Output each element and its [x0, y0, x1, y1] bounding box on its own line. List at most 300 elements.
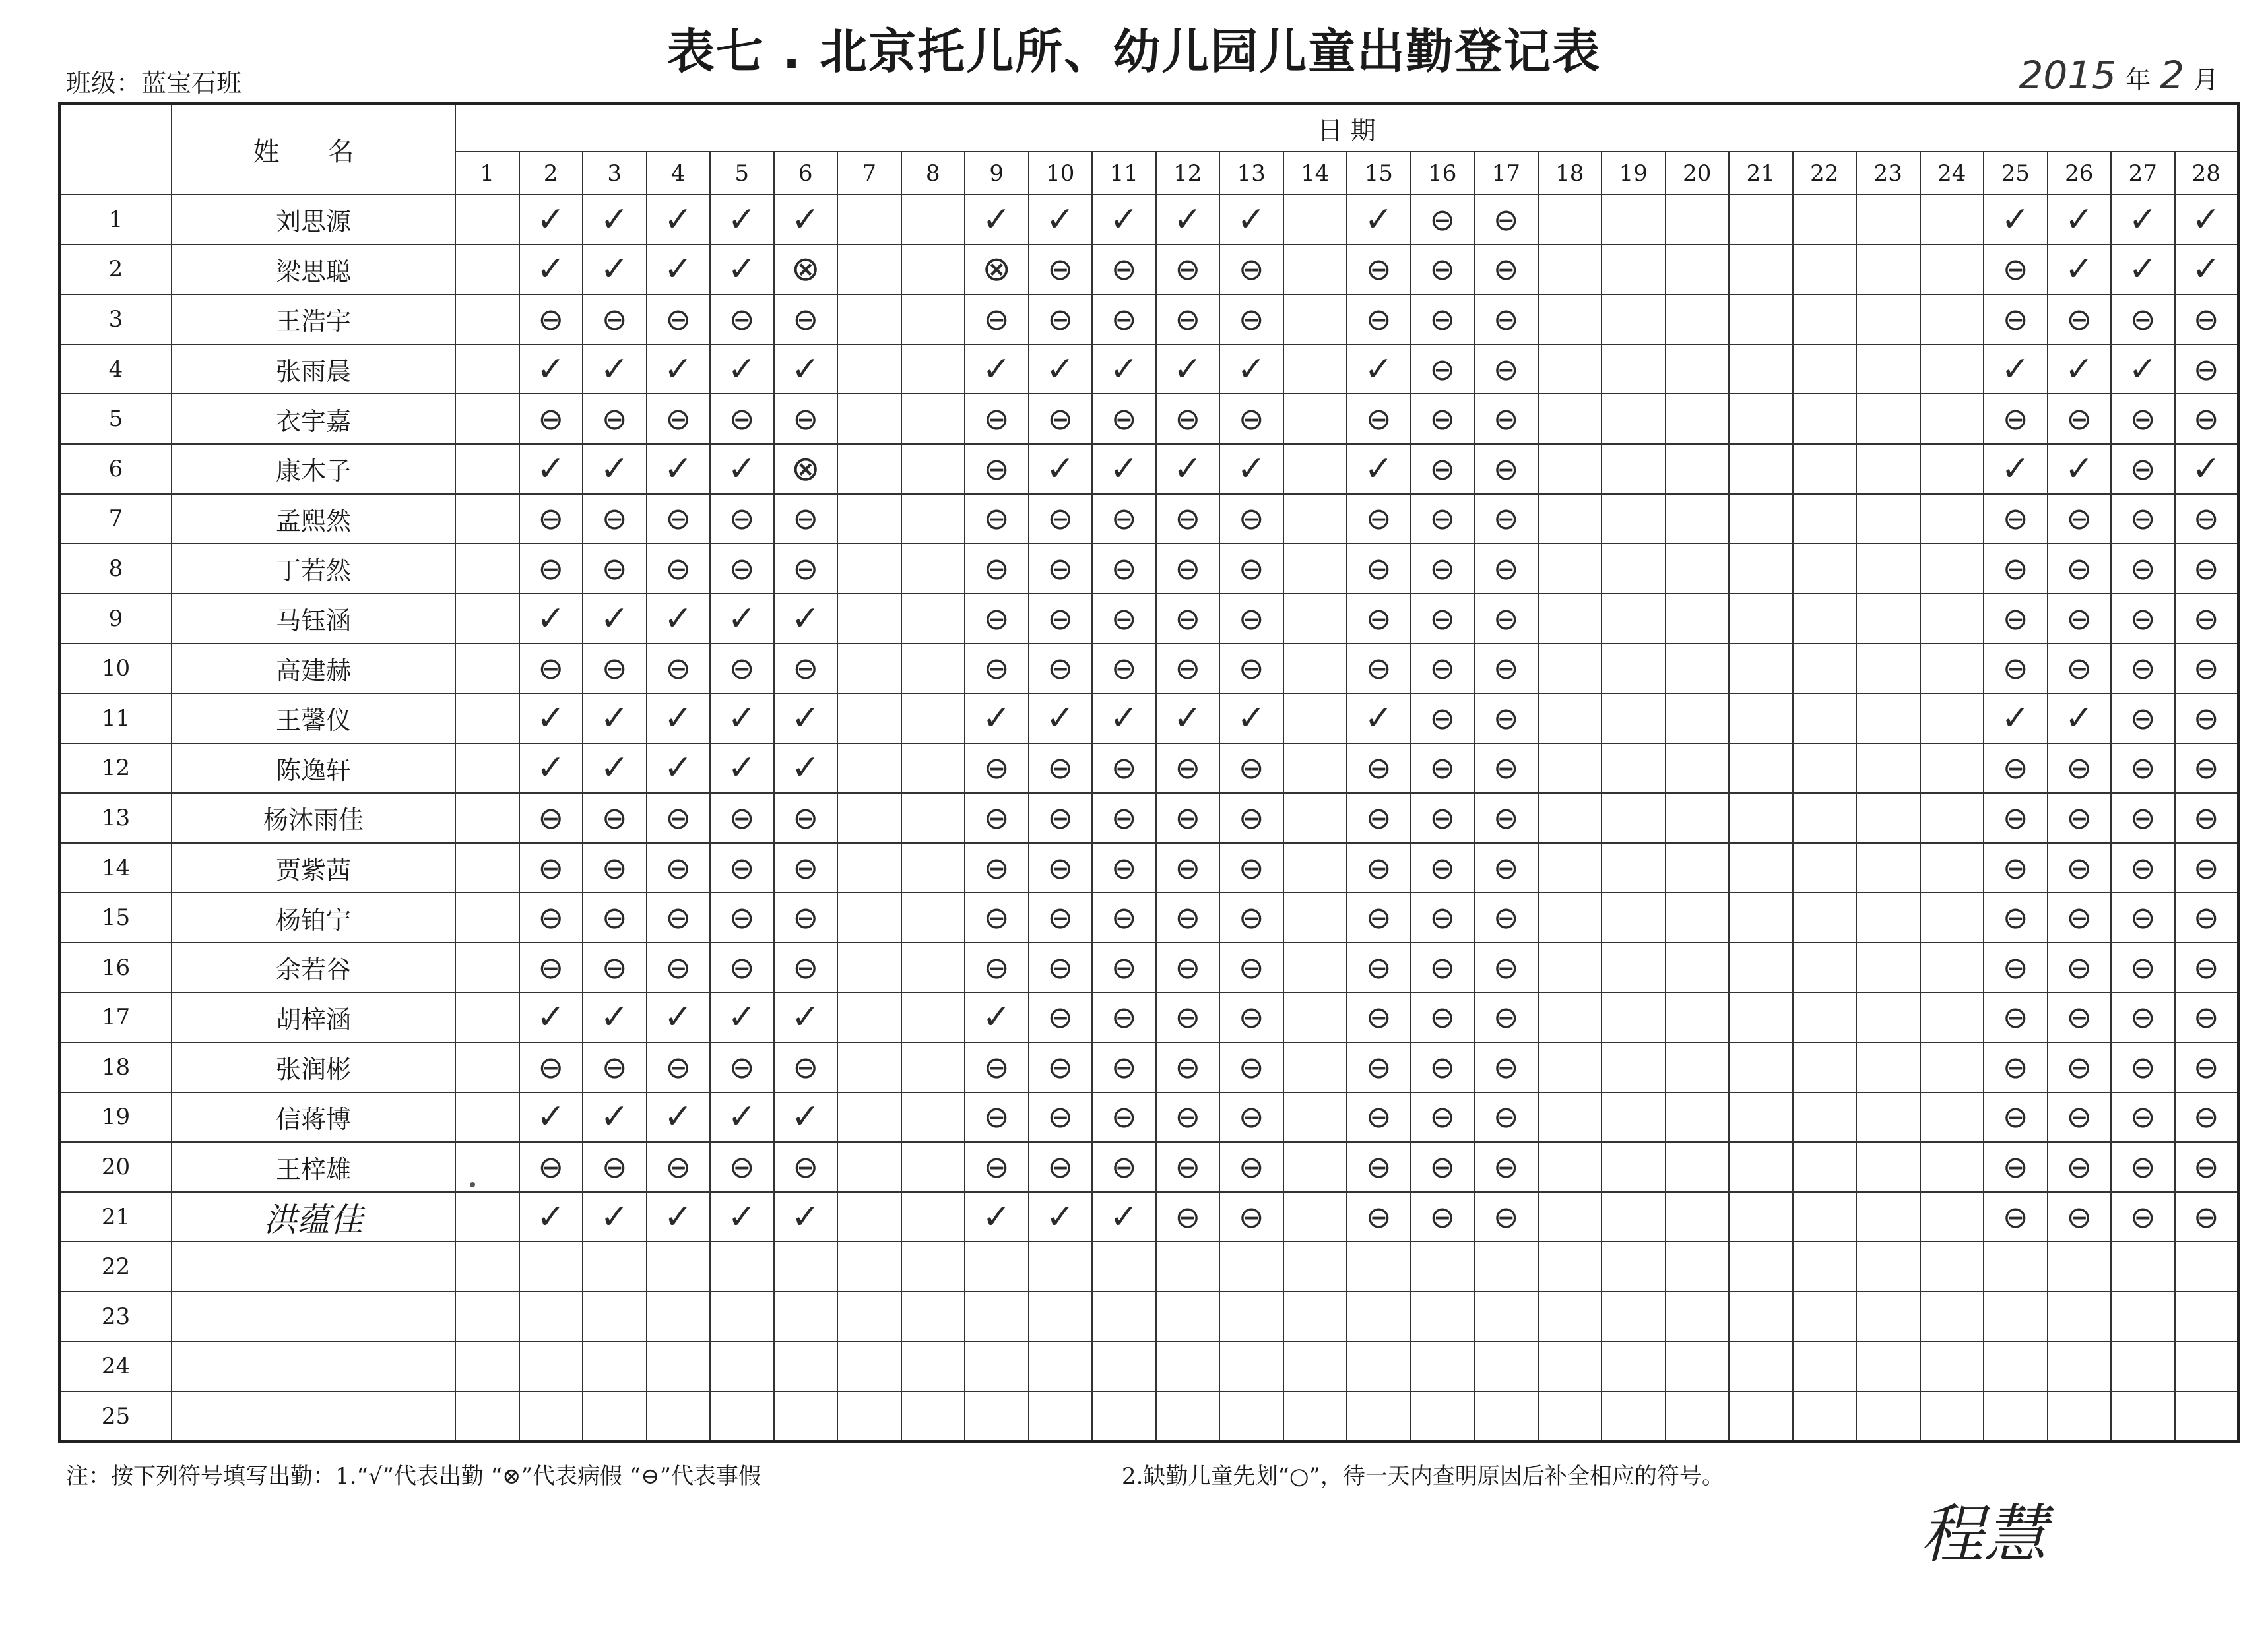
attendance-cell — [1347, 1192, 1411, 1242]
attendance-cell — [583, 1292, 647, 1342]
attendance-cell — [1219, 1342, 1283, 1392]
attendance-cell — [583, 1391, 647, 1441]
attendance-cell — [710, 993, 774, 1043]
attendance-cell — [647, 943, 711, 993]
attendance-cell — [1347, 643, 1411, 693]
attendance-cell — [519, 444, 583, 494]
attendance-cell — [2111, 843, 2175, 893]
present-mark: ✓ — [727, 598, 757, 639]
attendance-cell — [901, 1391, 965, 1441]
attendance-cell — [1156, 843, 1220, 893]
attendance-cell — [1474, 1192, 1538, 1242]
student-name: 刘思源 — [172, 195, 455, 245]
personal-mark: ⊖ — [2129, 301, 2156, 337]
student-name: 高建赫 — [172, 643, 455, 693]
attendance-cell — [2048, 1192, 2112, 1242]
attendance-cell — [774, 394, 838, 444]
student-name — [172, 1242, 455, 1292]
present-mark: ✓ — [2191, 199, 2221, 239]
attendance-cell — [2175, 344, 2239, 394]
attendance-cell — [2048, 344, 2112, 394]
attendance-cell — [901, 993, 965, 1043]
present-mark: ✓ — [1109, 449, 1139, 489]
attendance-cell — [1156, 394, 1220, 444]
personal-mark: ⊖ — [793, 949, 819, 986]
attendance-cell — [2175, 1391, 2239, 1441]
attendance-cell — [1538, 1192, 1602, 1242]
attendance-cell — [1538, 843, 1602, 893]
attendance-cell — [519, 743, 583, 794]
attendance-cell — [2175, 1292, 2239, 1342]
personal-mark: ⊖ — [665, 900, 692, 936]
attendance-cell — [837, 893, 901, 943]
student-row — [59, 594, 2238, 644]
attendance-cell — [1283, 245, 1347, 295]
present-mark: ✓ — [2001, 698, 2030, 738]
attendance-cell — [1729, 993, 1793, 1043]
attendance-cell — [455, 1092, 519, 1143]
attendance-cell — [1156, 1042, 1220, 1092]
attendance-cell — [2111, 1092, 2175, 1143]
attendance-cell — [1411, 793, 1475, 843]
personal-mark: ⊖ — [538, 900, 564, 936]
personal-mark: ⊖ — [983, 949, 1010, 986]
attendance-cell — [1920, 344, 1984, 394]
personal-mark: ⊖ — [2129, 949, 2156, 986]
attendance-cell — [1602, 1042, 1666, 1092]
attendance-cell — [2048, 195, 2112, 245]
personal-mark: ⊖ — [1493, 999, 1519, 1036]
personal-mark: ⊖ — [2002, 401, 2028, 437]
attendance-cell — [837, 1092, 901, 1143]
attendance-cell — [647, 743, 711, 794]
attendance-cell — [1474, 993, 1538, 1043]
personal-mark: ⊖ — [2129, 850, 2156, 886]
attendance-cell — [1156, 693, 1220, 743]
personal-mark: ⊖ — [1238, 1099, 1264, 1135]
present-mark: ✓ — [791, 349, 820, 389]
attendance-cell — [1474, 693, 1538, 743]
personal-mark: ⊖ — [983, 900, 1010, 936]
student-row — [59, 943, 2238, 993]
attendance-cell — [1029, 793, 1093, 843]
attendance-cell — [710, 693, 774, 743]
personal-mark: ⊖ — [1047, 650, 1074, 687]
attendance-cell — [1920, 893, 1984, 943]
attendance-cell — [1666, 743, 1730, 794]
attendance-cell — [1092, 643, 1156, 693]
attendance-cell — [583, 1192, 647, 1242]
attendance-cell — [1602, 344, 1666, 394]
personal-mark: ⊖ — [1175, 999, 1201, 1036]
attendance-cell — [2048, 1292, 2112, 1342]
attendance-cell — [1474, 344, 1538, 394]
attendance-cell — [1984, 245, 2048, 295]
attendance-cell — [2048, 1042, 2112, 1092]
personal-mark: ⊖ — [1111, 1099, 1137, 1135]
personal-mark: ⊖ — [2002, 501, 2028, 537]
attendance-cell — [1793, 1342, 1857, 1392]
personal-mark: ⊖ — [793, 900, 819, 936]
attendance-cell — [1602, 394, 1666, 444]
attendance-cell — [2111, 893, 2175, 943]
personal-mark: ⊖ — [1047, 401, 1074, 437]
attendance-cell — [455, 294, 519, 344]
attendance-cell — [1666, 643, 1730, 693]
student-row — [59, 394, 2238, 444]
present-mark: ✓ — [727, 748, 757, 788]
personal-mark: ⊖ — [538, 401, 564, 437]
day-number: 9 — [965, 152, 1029, 195]
year-value: 2015 — [2019, 53, 2117, 98]
attendance-cell — [1666, 1342, 1730, 1392]
personal-mark: ⊖ — [1429, 600, 1456, 637]
personal-mark: ⊖ — [1365, 251, 1392, 288]
attendance-cell — [1156, 494, 1220, 544]
attendance-cell — [583, 793, 647, 843]
attendance-cell — [1602, 195, 1666, 245]
attendance-cell — [837, 294, 901, 344]
attendance-cell — [1347, 1391, 1411, 1441]
attendance-cell — [1729, 1391, 1793, 1441]
attendance-cell — [901, 843, 965, 893]
personal-mark: ⊖ — [729, 401, 755, 437]
attendance-cell — [455, 245, 519, 295]
present-mark: ✓ — [1364, 698, 1394, 738]
present-mark: ✓ — [663, 748, 693, 788]
personal-mark: ⊖ — [2002, 1149, 2028, 1185]
attendance-cell — [2048, 693, 2112, 743]
attendance-cell — [2111, 743, 2175, 794]
attendance-cell — [774, 1242, 838, 1292]
attendance-cell — [1793, 195, 1857, 245]
attendance-cell — [455, 643, 519, 693]
attendance-cell — [1283, 843, 1347, 893]
attendance-cell — [1920, 1092, 1984, 1143]
attendance-cell — [1729, 494, 1793, 544]
attendance-cell — [2048, 444, 2112, 494]
attendance-cell — [1219, 294, 1283, 344]
attendance-cell — [1666, 245, 1730, 295]
attendance-cell — [1156, 793, 1220, 843]
legend-symbols: 注：按下列符号填写出勤：1.“√”代表出勤 “⊗”代表病假 “⊖”代表事假 — [66, 1463, 761, 1490]
attendance-cell — [710, 943, 774, 993]
attendance-cell — [1029, 993, 1093, 1043]
attendance-cell — [901, 643, 965, 693]
attendance-cell — [1729, 943, 1793, 993]
attendance-cell — [837, 195, 901, 245]
attendance-cell — [837, 1391, 901, 1441]
present-mark: ✓ — [2001, 349, 2030, 389]
personal-mark: ⊖ — [1429, 251, 1456, 288]
attendance-cell — [837, 743, 901, 794]
attendance-cell — [774, 743, 838, 794]
personal-mark: ⊖ — [1111, 750, 1137, 786]
attendance-cell — [647, 1292, 711, 1342]
attendance-cell — [1920, 444, 1984, 494]
present-mark: ✓ — [791, 997, 820, 1038]
attendance-cell — [837, 394, 901, 444]
attendance-cell — [1411, 344, 1475, 394]
attendance-cell — [774, 494, 838, 544]
day-number: 11 — [1092, 152, 1156, 195]
attendance-cell — [1411, 643, 1475, 693]
attendance-cell — [1283, 344, 1347, 394]
personal-mark: ⊖ — [2129, 700, 2156, 736]
attendance-cell — [1474, 294, 1538, 344]
attendance-cell — [1538, 1042, 1602, 1092]
attendance-cell — [774, 893, 838, 943]
present-mark: ✓ — [663, 449, 693, 489]
row-number: 19 — [59, 1092, 172, 1143]
attendance-cell — [519, 245, 583, 295]
attendance-cell — [1411, 993, 1475, 1043]
attendance-cell — [774, 444, 838, 494]
attendance-cell — [1729, 1342, 1793, 1392]
personal-mark: ⊖ — [601, 800, 628, 836]
attendance-cell — [1029, 1242, 1093, 1292]
attendance-cell — [1029, 1142, 1093, 1192]
attendance-cell — [774, 344, 838, 394]
attendance-cell — [1729, 1292, 1793, 1342]
row-number: 25 — [59, 1391, 172, 1441]
attendance-cell — [1602, 743, 1666, 794]
personal-mark: ⊖ — [2002, 900, 2028, 936]
attendance-cell — [1219, 1142, 1283, 1192]
personal-mark: ⊖ — [2193, 1149, 2219, 1185]
student-row — [59, 743, 2238, 794]
attendance-cell — [1538, 793, 1602, 843]
attendance-cell — [710, 195, 774, 245]
personal-mark: ⊖ — [601, 900, 628, 936]
personal-mark: ⊖ — [1175, 800, 1201, 836]
attendance-cell — [647, 1342, 711, 1392]
attendance-cell — [710, 544, 774, 594]
attendance-cell — [1219, 943, 1283, 993]
attendance-cell — [710, 1391, 774, 1441]
attendance-cell — [2175, 394, 2239, 444]
attendance-cell — [710, 344, 774, 394]
present-mark: ✓ — [536, 249, 566, 290]
personal-mark: ⊖ — [793, 501, 819, 537]
attendance-cell — [1219, 594, 1283, 644]
attendance-cell — [837, 993, 901, 1043]
attendance-cell — [901, 1292, 965, 1342]
day-number: 27 — [2111, 152, 2175, 195]
attendance-cell — [1793, 743, 1857, 794]
attendance-cell — [837, 843, 901, 893]
present-mark: ✓ — [600, 748, 630, 788]
attendance-cell — [901, 245, 965, 295]
attendance-cell — [1029, 893, 1093, 943]
row-number: 8 — [59, 544, 172, 594]
attendance-cell — [1092, 843, 1156, 893]
attendance-cell — [1920, 1192, 1984, 1242]
day-number: 22 — [1793, 152, 1857, 195]
attendance-cell — [901, 743, 965, 794]
attendance-cell — [1920, 1142, 1984, 1192]
student-row — [59, 494, 2238, 544]
personal-mark: ⊖ — [1111, 251, 1137, 288]
personal-mark: ⊖ — [1365, 850, 1392, 886]
attendance-cell — [1538, 1242, 1602, 1292]
attendance-cell — [2111, 394, 2175, 444]
personal-mark: ⊖ — [793, 550, 819, 586]
present-mark: ✓ — [2128, 199, 2158, 239]
present-mark: ✓ — [982, 199, 1012, 239]
personal-mark: ⊖ — [2002, 550, 2028, 586]
attendance-cell — [1793, 1292, 1857, 1342]
attendance-cell — [583, 494, 647, 544]
attendance-cell — [1666, 793, 1730, 843]
personal-mark: ⊖ — [1365, 1199, 1392, 1235]
attendance-cell — [1283, 1242, 1347, 1292]
attendance-cell — [2111, 1292, 2175, 1342]
day-number: 14 — [1283, 152, 1347, 195]
day-number: 23 — [1856, 152, 1920, 195]
attendance-cell — [1666, 294, 1730, 344]
present-mark: ✓ — [791, 1197, 820, 1237]
personal-mark: ⊖ — [1047, 750, 1074, 786]
attendance-cell — [901, 1142, 965, 1192]
attendance-cell — [1729, 893, 1793, 943]
year-month — [2019, 53, 2219, 98]
attendance-cell — [1793, 1192, 1857, 1242]
personal-mark: ⊖ — [1365, 550, 1392, 586]
attendance-cell — [455, 444, 519, 494]
row-number: 5 — [59, 394, 172, 444]
attendance-cell — [965, 743, 1029, 794]
personal-mark: ⊖ — [1429, 949, 1456, 986]
present-mark: ✓ — [536, 1097, 566, 1137]
student-name: 孟熙然 — [172, 494, 455, 544]
attendance-cell — [901, 344, 965, 394]
day-number: 25 — [1984, 152, 2048, 195]
attendance-cell — [1538, 494, 1602, 544]
personal-mark: ⊖ — [1493, 600, 1519, 637]
attendance-cell — [647, 294, 711, 344]
present-mark: ✓ — [1173, 199, 1202, 239]
student-row — [59, 1242, 2238, 1292]
attendance-cell — [1029, 843, 1093, 893]
row-number: 12 — [59, 743, 172, 794]
personal-mark: ⊖ — [2193, 650, 2219, 687]
attendance-cell — [583, 743, 647, 794]
attendance-cell — [1474, 1342, 1538, 1392]
row-number: 15 — [59, 893, 172, 943]
personal-mark: ⊖ — [538, 1149, 564, 1185]
attendance-cell — [583, 394, 647, 444]
attendance-cell — [1666, 494, 1730, 544]
attendance-cell — [1602, 1092, 1666, 1143]
attendance-cell — [965, 494, 1029, 544]
attendance-cell — [2111, 1142, 2175, 1192]
personal-mark: ⊖ — [2129, 1049, 2156, 1085]
student-name — [172, 1292, 455, 1342]
attendance-cell — [1920, 693, 1984, 743]
attendance-cell — [519, 544, 583, 594]
attendance-cell — [774, 1042, 838, 1092]
sick-mark: ⊗ — [982, 249, 1012, 290]
personal-mark: ⊖ — [729, 800, 755, 836]
attendance-cell — [647, 494, 711, 544]
present-mark: ✓ — [600, 1197, 630, 1237]
personal-mark: ⊖ — [1429, 750, 1456, 786]
row-number: 24 — [59, 1342, 172, 1392]
attendance-cell — [2048, 394, 2112, 444]
attendance-cell — [965, 344, 1029, 394]
attendance-cell — [1920, 544, 1984, 594]
attendance-cell — [1411, 594, 1475, 644]
personal-mark: ⊖ — [1429, 800, 1456, 836]
attendance-cell — [1666, 893, 1730, 943]
attendance-cell — [965, 245, 1029, 295]
attendance-cell — [2111, 993, 2175, 1043]
personal-mark: ⊖ — [2002, 1199, 2028, 1235]
attendance-cell — [1474, 594, 1538, 644]
personal-mark: ⊖ — [2002, 301, 2028, 337]
present-mark: ✓ — [1237, 349, 1266, 389]
attendance-cell — [1856, 1391, 1920, 1441]
attendance-cell — [2175, 1142, 2239, 1192]
attendance-cell — [1411, 943, 1475, 993]
personal-mark: ⊖ — [2129, 501, 2156, 537]
attendance-cell — [965, 1292, 1029, 1342]
attendance-cell — [2048, 893, 2112, 943]
personal-mark: ⊖ — [1111, 850, 1137, 886]
row-number: 6 — [59, 444, 172, 494]
attendance-cell — [1347, 993, 1411, 1043]
present-mark: ✓ — [663, 1097, 693, 1137]
attendance-cell — [1156, 294, 1220, 344]
attendance-cell — [710, 494, 774, 544]
present-mark: ✓ — [791, 199, 820, 239]
attendance-cell — [837, 444, 901, 494]
attendance-cell — [1219, 793, 1283, 843]
personal-mark: ⊖ — [2066, 999, 2092, 1036]
personal-mark: ⊖ — [2002, 999, 2028, 1036]
present-mark: ✓ — [1237, 449, 1266, 489]
attendance-cell — [455, 1292, 519, 1342]
present-mark: ✓ — [727, 349, 757, 389]
attendance-cell — [1666, 344, 1730, 394]
attendance-cell — [1666, 1242, 1730, 1292]
attendance-cell — [1156, 1391, 1220, 1441]
attendance-cell — [1984, 893, 2048, 943]
attendance-cell — [647, 1142, 711, 1192]
attendance-cell — [455, 743, 519, 794]
present-mark: ✓ — [663, 698, 693, 738]
attendance-cell — [965, 1342, 1029, 1392]
personal-mark: ⊖ — [2129, 650, 2156, 687]
attendance-cell — [1219, 195, 1283, 245]
present-mark: ✓ — [663, 349, 693, 389]
attendance-cell — [1602, 1242, 1666, 1292]
attendance-cell — [1029, 1042, 1093, 1092]
student-name: 杨铂宁 — [172, 893, 455, 943]
present-mark: ✓ — [536, 449, 566, 489]
attendance-cell — [774, 1142, 838, 1192]
personal-mark: ⊖ — [1365, 999, 1392, 1036]
attendance-cell — [1156, 245, 1220, 295]
attendance-cell — [1092, 943, 1156, 993]
present-mark: ✓ — [727, 199, 757, 239]
attendance-cell — [1347, 195, 1411, 245]
attendance-cell — [1666, 444, 1730, 494]
present-mark: ✓ — [1045, 698, 1075, 738]
attendance-cell — [837, 594, 901, 644]
attendance-cell — [1283, 743, 1347, 794]
